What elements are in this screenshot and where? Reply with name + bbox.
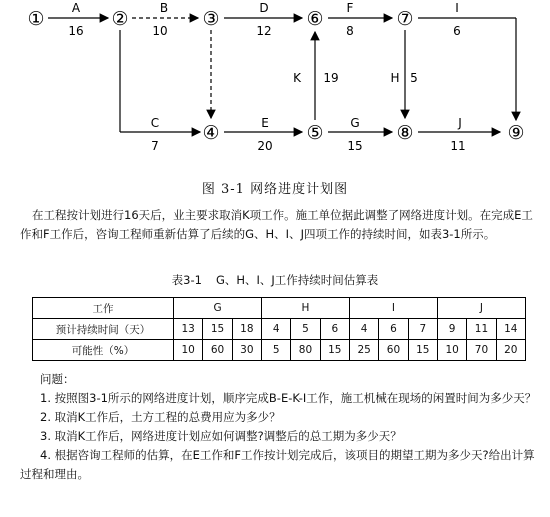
node-7: ⑦ — [396, 8, 414, 30]
label-g: G — [350, 116, 360, 130]
dur-h: 5 — [410, 71, 418, 85]
group-h: H — [262, 298, 350, 319]
table-cell: 5 — [291, 319, 320, 340]
table-cell: 60 — [203, 340, 232, 361]
table-cell: 20 — [496, 340, 525, 361]
dur-k: 19 — [323, 71, 339, 85]
group-j: J — [437, 298, 525, 319]
label-d: D — [259, 1, 269, 15]
row-label: 预计持续时间（天） — [33, 319, 174, 340]
dur-j: 11 — [450, 139, 466, 153]
dur-d: 12 — [256, 24, 272, 38]
table-cell: 60 — [379, 340, 408, 361]
dur-e: 20 — [257, 139, 273, 153]
table-cell: 25 — [349, 340, 378, 361]
label-k: K — [293, 71, 301, 85]
group-i: I — [349, 298, 437, 319]
questions-heading: 问题： — [40, 372, 75, 386]
table-cell: 9 — [437, 319, 466, 340]
table-cell: 30 — [232, 340, 261, 361]
dur-c: 7 — [151, 139, 159, 153]
header-label: 工作 — [33, 298, 174, 319]
table-cell: 10 — [437, 340, 466, 361]
dur-g: 15 — [347, 139, 363, 153]
node-1: ① — [27, 8, 45, 30]
questions-section — [20, 370, 540, 484]
label-f: F — [346, 1, 354, 15]
table-cell: 4 — [262, 319, 291, 340]
row-label: 可能性（%） — [33, 340, 174, 361]
table-number: 表3-1 — [171, 273, 202, 287]
question-4: 4. 根据咨询工程师的估算，在E工作和F工作按计划完成后，该项目的期望工期为多少天?给出计算过程和理由。 — [20, 448, 535, 481]
question-2: 2. 取消K工作后，土方工程的总费用应为多少？ — [40, 410, 281, 424]
table-cell: 15 — [408, 340, 437, 361]
question-3: 3. 取消K工作后，网络进度计划应如何调整?调整后的总工期为多少天？ — [40, 429, 402, 443]
node-5: ⑤ — [306, 122, 324, 144]
label-c: C — [150, 116, 160, 130]
table-header-row — [33, 298, 526, 319]
network-diagram — [0, 0, 550, 170]
label-b: B — [159, 1, 169, 15]
table-cell: 14 — [496, 319, 525, 340]
table-cell: 6 — [379, 319, 408, 340]
table-row — [33, 319, 526, 340]
table-cell: 4 — [349, 319, 378, 340]
table-cell: 13 — [174, 319, 203, 340]
table-cell: 6 — [320, 319, 349, 340]
table-row — [33, 340, 526, 361]
dur-i: 6 — [453, 24, 461, 38]
node-9: ⑨ — [507, 122, 525, 144]
table-cell: 10 — [174, 340, 203, 361]
table-cell: 15 — [320, 340, 349, 361]
body-paragraph — [20, 206, 536, 244]
table-title — [0, 272, 550, 288]
paragraph-text: 在工程按计划进行16天后，业主要求取消K项工作。施工单位据此调整了网络进度计划。在完成E工作和F工作后，咨询工程师重新估算了后续的G、H、I、J四项工作的持续时间，如表3-1所示。 — [20, 208, 533, 241]
node-6: ⑥ — [306, 8, 324, 30]
table-cell: 70 — [467, 340, 496, 361]
table-cell: 11 — [467, 319, 496, 340]
table-cell: 5 — [262, 340, 291, 361]
label-i: I — [455, 1, 459, 15]
figure-caption: 图 3-1 网络进度计划图 — [201, 182, 349, 197]
node-2: ② — [111, 8, 129, 30]
dur-a: 16 — [68, 24, 84, 38]
table-cell: 18 — [232, 319, 261, 340]
label-h: H — [390, 71, 400, 85]
node-8: ⑧ — [396, 122, 414, 144]
node-4: ④ — [202, 122, 220, 144]
table-caption: G、H、I、J工作持续时间估算表 — [215, 273, 379, 287]
dur-b: 10 — [152, 24, 168, 38]
label-j: J — [458, 116, 462, 130]
table-cell: 15 — [203, 319, 232, 340]
table-cell: 7 — [408, 319, 437, 340]
label-e: E — [261, 116, 269, 130]
question-1: 1. 按照图3-1所示的网络进度计划，顺序完成B-E-K-I工作，施工机械在现场的闲置时间为多少天？ — [40, 391, 537, 405]
group-g: G — [174, 298, 262, 319]
dur-f: 8 — [346, 24, 354, 38]
table-cell: 80 — [291, 340, 320, 361]
duration-estimate-table — [32, 297, 526, 361]
label-a: A — [71, 1, 81, 15]
node-3: ③ — [202, 8, 220, 30]
